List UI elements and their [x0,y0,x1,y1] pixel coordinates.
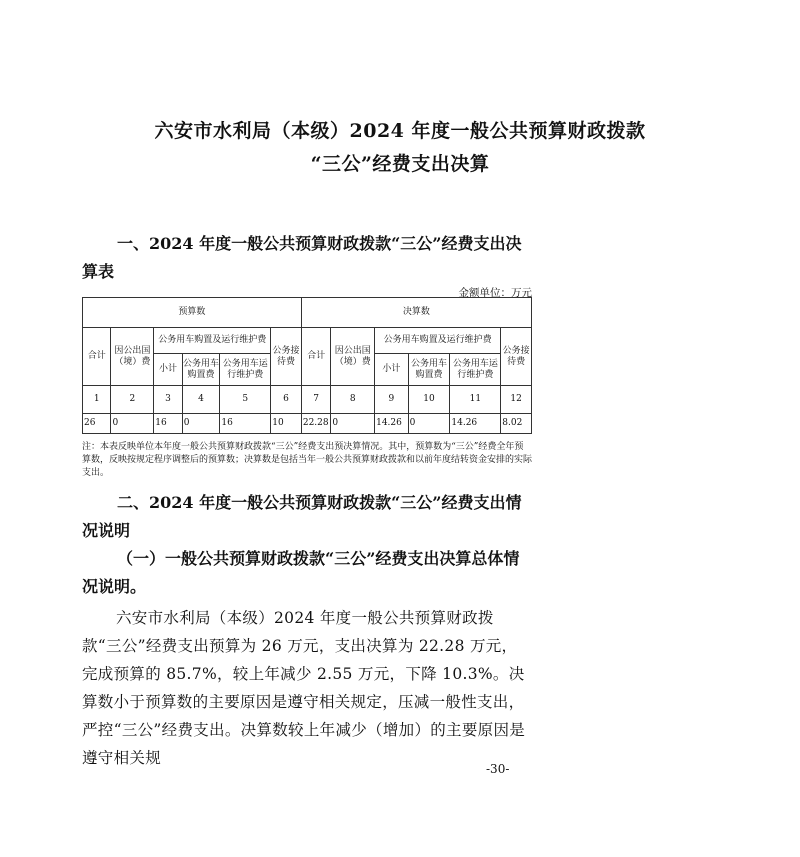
value-cell: 0 [331,414,375,434]
col-number: 1 [83,386,111,414]
col-subtotal-final: 小计 [375,354,409,386]
col-number: 5 [220,386,271,414]
col-number: 3 [154,386,182,414]
page-number: -30- [486,762,510,776]
col-vehicle-purchase-budget: 公务用车购置费 [182,354,220,386]
col-total-final: 合计 [301,328,331,386]
document-title-line2: “三公”经费支出决算 [310,153,490,175]
col-number: 2 [111,386,154,414]
col-number: 10 [408,386,450,414]
value-cell: 0 [182,414,220,434]
col-abroad-budget: 因公出国（境）费 [111,328,154,386]
col-vehicle-group-final: 公务用车购置及运行维护费 [375,328,501,354]
col-number: 6 [271,386,302,414]
body-paragraph: 六安市水利局（本级）2024 年度一般公共预算财政拨款“三公”经费支出预算为 26 万元，支出决算为 22.28 万元，完成预算的 85.7%，较上年减少 2.55 万元，下降 10.3%。决算数小于预算数的主要原因是遵守相关规定，压减一般性支出，严控“三公”经费支出。决算数较上年减少（增加）的主要原因是遵守相关规 [82,609,526,767]
value-cell: 16 [220,414,271,434]
value-cell: 0 [111,414,154,434]
col-number: 12 [501,386,532,414]
three-public-expense-table [82,297,532,434]
col-abroad-final: 因公出国（境）费 [331,328,375,386]
unit-label: 金额单位：万元 [458,287,532,299]
col-reception-budget: 公务接待费 [271,328,302,386]
budget-header: 预算数 [83,298,302,328]
value-cell: 26 [83,414,111,434]
value-cell: 10 [271,414,302,434]
col-total-budget: 合计 [83,328,111,386]
col-vehicle-group-budget: 公务用车购置及运行维护费 [154,328,271,354]
column-number-row [83,386,532,414]
value-cell: 8.02 [501,414,532,434]
table-note: 注：本表反映单位本年度一般公共预算财政拨款“三公”经费支出预决算情况。其中，预算数为“三公”经费全年预算数，反映按规定程序调整后的预算数；决算数是包括当年一般公共预算财政拨款和以前年度结转资金安排的实际支出。 [82,442,533,478]
col-subtotal-budget: 小计 [154,354,182,386]
col-number: 8 [331,386,375,414]
section1-heading: 一、2024 年度一般公共预算财政拨款“三公”经费支出决算表 [82,234,522,281]
document-title-line1: 六安市水利局（本级）2024 年度一般公共预算财政拨款 [154,120,646,142]
col-number: 7 [301,386,331,414]
value-cell: 14.26 [375,414,409,434]
col-number: 11 [450,386,501,414]
col-vehicle-operation-final: 公务用车运行维护费 [450,354,501,386]
value-cell: 22.28 [301,414,331,434]
value-cell: 14.26 [450,414,501,434]
col-number: 9 [375,386,409,414]
section2-heading: 二、2024 年度一般公共预算财政拨款“三公”经费支出情况说明 [82,493,522,540]
table-row [83,414,532,434]
final-header: 决算数 [301,298,531,328]
col-number: 4 [182,386,220,414]
col-reception-final: 公务接待费 [501,328,532,386]
value-cell: 16 [154,414,182,434]
col-vehicle-operation-budget: 公务用车运行维护费 [220,354,271,386]
col-vehicle-purchase-final: 公务用车购置费 [408,354,450,386]
value-cell: 0 [408,414,450,434]
subsection1-heading: （一）一般公共预算财政拨款“三公”经费支出决算总体情况说明。 [82,549,520,596]
